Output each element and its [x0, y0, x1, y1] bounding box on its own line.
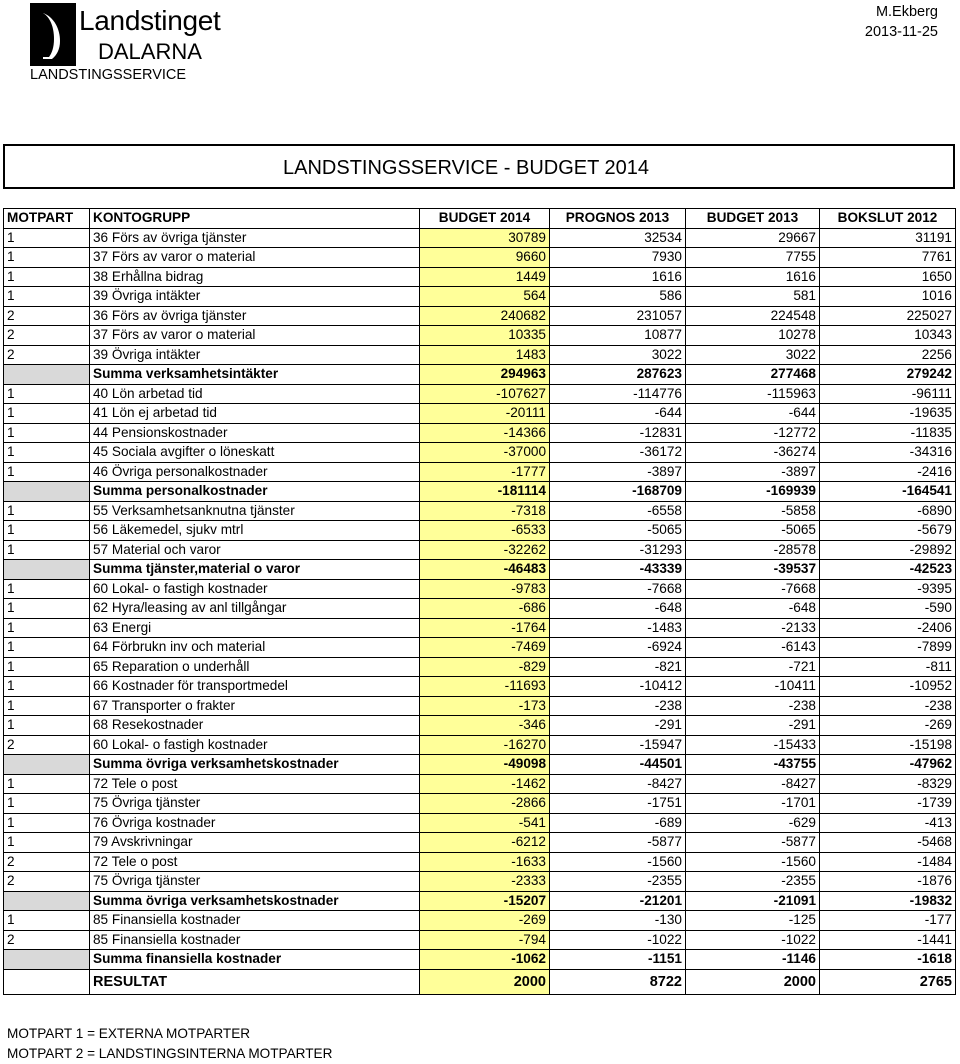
budget-2013-cell: -15433 — [686, 735, 820, 755]
prognos-2013-cell: -7668 — [550, 579, 686, 599]
prognos-2013-cell: -648 — [550, 599, 686, 619]
bokslut-2012-cell: 7761 — [820, 248, 956, 268]
budget-2013-cell: -1146 — [686, 950, 820, 970]
prognos-2013-cell: -44501 — [550, 755, 686, 775]
budget-2013-cell: 10278 — [686, 326, 820, 346]
budget-2014-cell: -16270 — [420, 735, 550, 755]
prognos-2013-cell: 32534 — [550, 228, 686, 248]
table-row — [4, 696, 956, 716]
budget-2013-cell: 277468 — [686, 365, 820, 385]
motpart-cell: 2 — [4, 852, 90, 872]
bokslut-2012-cell: 279242 — [820, 365, 956, 385]
budget-2013-cell: 224548 — [686, 306, 820, 326]
subtotal-row — [4, 482, 956, 502]
budget-2013-cell: -6143 — [686, 638, 820, 658]
table-row — [4, 794, 956, 814]
budget-2013-cell: -629 — [686, 813, 820, 833]
column-header: KONTOGRUPP — [90, 209, 420, 229]
subtotal-row — [4, 560, 956, 580]
department-label: LANDSTINGSSERVICE — [30, 67, 187, 83]
logo-name: Landstinget — [79, 5, 221, 36]
bokslut-2012-cell: -1618 — [820, 950, 956, 970]
prognos-2013-cell: -3897 — [550, 462, 686, 482]
budget-2014-cell: -20111 — [420, 404, 550, 424]
motpart-cell: 1 — [4, 404, 90, 424]
budget-2014-cell: -107627 — [420, 384, 550, 404]
kontogrupp-cell: 40 Lön arbetad tid — [90, 384, 420, 404]
budget-2013-cell: -10411 — [686, 677, 820, 697]
kontogrupp-cell: 85 Finansiella kostnader — [90, 930, 420, 950]
prognos-2013-cell: -31293 — [550, 540, 686, 560]
budget-2013-cell: -12772 — [686, 423, 820, 443]
budget-2013-cell: -1022 — [686, 930, 820, 950]
table-row — [4, 267, 956, 287]
table-row — [4, 462, 956, 482]
motpart-cell: 1 — [4, 443, 90, 463]
budget-2014-cell: -6533 — [420, 521, 550, 541]
kontogrupp-cell: 56 Läkemedel, sjukv mtrl — [90, 521, 420, 541]
document-date: 2013-11-25 — [864, 24, 938, 40]
motpart-cell: 1 — [4, 384, 90, 404]
prognos-2013-cell: -36172 — [550, 443, 686, 463]
table-row — [4, 911, 956, 931]
budget-2014-cell: -181114 — [420, 482, 550, 502]
prognos-2013-cell: -1483 — [550, 618, 686, 638]
budget-2013-cell: -5065 — [686, 521, 820, 541]
motpart-cell: 2 — [4, 872, 90, 892]
table-row — [4, 599, 956, 619]
table-row — [4, 813, 956, 833]
budget-2014-cell: -7318 — [420, 501, 550, 521]
bokslut-2012-cell: -10952 — [820, 677, 956, 697]
kontogrupp-cell: 55 Verksamhetsanknutna tjänster — [90, 501, 420, 521]
result-row — [4, 969, 956, 994]
bokslut-2012-cell: -42523 — [820, 560, 956, 580]
bokslut-2012-cell: 1016 — [820, 287, 956, 307]
kontogrupp-cell: 64 Förbrukn inv och material — [90, 638, 420, 658]
table-row — [4, 306, 956, 326]
budget-2013-cell: -36274 — [686, 443, 820, 463]
prognos-2013-cell: 287623 — [550, 365, 686, 385]
bokslut-2012-cell: 2256 — [820, 345, 956, 365]
budget-table-body — [4, 228, 956, 994]
budget-2013-cell: -8427 — [686, 774, 820, 794]
footnotes — [7, 1024, 332, 1064]
table-row — [4, 248, 956, 268]
page-title: LANDSTINGSSERVICE - BUDGET 2014 — [283, 157, 650, 179]
bokslut-2012-cell: -238 — [820, 696, 956, 716]
kontogrupp-cell: 75 Övriga tjänster — [90, 794, 420, 814]
budget-2014-cell: -829 — [420, 657, 550, 677]
budget-2013-cell: -21091 — [686, 891, 820, 911]
subtotal-row — [4, 365, 956, 385]
motpart-cell: 1 — [4, 462, 90, 482]
kontogrupp-cell: 44 Pensionskostnader — [90, 423, 420, 443]
motpart-cell: 1 — [4, 911, 90, 931]
table-row — [4, 638, 956, 658]
motpart-cell — [4, 969, 90, 994]
prognos-2013-cell: 7930 — [550, 248, 686, 268]
budget-table — [3, 208, 956, 995]
kontogrupp-cell: 65 Reparation o underhåll — [90, 657, 420, 677]
budget-2013-cell: -2355 — [686, 872, 820, 892]
budget-2014-cell: -686 — [420, 599, 550, 619]
budget-2014-cell: -1633 — [420, 852, 550, 872]
motpart-cell: 1 — [4, 813, 90, 833]
prognos-2013-cell: -1751 — [550, 794, 686, 814]
table-row — [4, 443, 956, 463]
kontogrupp-cell: 41 Lön ej arbetad tid — [90, 404, 420, 424]
motpart-cell: 1 — [4, 618, 90, 638]
prognos-2013-cell: -644 — [550, 404, 686, 424]
bokslut-2012-cell: 31191 — [820, 228, 956, 248]
prognos-2013-cell: 8722 — [550, 969, 686, 994]
bokslut-2012-cell: -1739 — [820, 794, 956, 814]
kontogrupp-cell: 72 Tele o post — [90, 852, 420, 872]
motpart-cell: 2 — [4, 326, 90, 346]
kontogrupp-cell: Summa verksamhetsintäkter — [90, 365, 420, 385]
motpart-cell: 1 — [4, 267, 90, 287]
column-header: MOTPART — [4, 209, 90, 229]
kontogrupp-cell: Summa övriga verksamhetskostnader — [90, 755, 420, 775]
prognos-2013-cell: -5877 — [550, 833, 686, 853]
prognos-2013-cell: -114776 — [550, 384, 686, 404]
motpart-cell: 1 — [4, 423, 90, 443]
budget-2014-cell: -7469 — [420, 638, 550, 658]
motpart-cell: 1 — [4, 599, 90, 619]
bokslut-2012-cell: 1650 — [820, 267, 956, 287]
budget-2013-cell: -43755 — [686, 755, 820, 775]
budget-2013-cell: 581 — [686, 287, 820, 307]
budget-2014-cell: -2333 — [420, 872, 550, 892]
table-row — [4, 345, 956, 365]
prognos-2013-cell: 586 — [550, 287, 686, 307]
budget-2014-cell: -14366 — [420, 423, 550, 443]
prognos-2013-cell: -21201 — [550, 891, 686, 911]
prognos-2013-cell: -168709 — [550, 482, 686, 502]
bokslut-2012-cell: -2416 — [820, 462, 956, 482]
prognos-2013-cell: -1151 — [550, 950, 686, 970]
prognos-2013-cell: -821 — [550, 657, 686, 677]
prognos-2013-cell: 1616 — [550, 267, 686, 287]
table-row — [4, 423, 956, 443]
kontogrupp-cell: Summa tjänster,material o varor — [90, 560, 420, 580]
logo-region: DALARNA — [98, 39, 202, 64]
kontogrupp-cell: 79 Avskrivningar — [90, 833, 420, 853]
table-row — [4, 930, 956, 950]
motpart-cell — [4, 950, 90, 970]
table-row — [4, 833, 956, 853]
budget-2013-cell: -721 — [686, 657, 820, 677]
table-header-row — [4, 209, 956, 229]
kontogrupp-cell: 39 Övriga intäkter — [90, 345, 420, 365]
budget-2013-cell: -5877 — [686, 833, 820, 853]
motpart-cell: 1 — [4, 287, 90, 307]
budget-2014-cell: -11693 — [420, 677, 550, 697]
budget-2013-cell: -39537 — [686, 560, 820, 580]
prognos-2013-cell: -6558 — [550, 501, 686, 521]
kontogrupp-cell: 45 Sociala avgifter o löneskatt — [90, 443, 420, 463]
prognos-2013-cell: -238 — [550, 696, 686, 716]
bokslut-2012-cell: -6890 — [820, 501, 956, 521]
budget-2013-cell: -238 — [686, 696, 820, 716]
budget-2013-cell: -3897 — [686, 462, 820, 482]
budget-2014-cell: -15207 — [420, 891, 550, 911]
table-row — [4, 716, 956, 736]
prognos-2013-cell: -130 — [550, 911, 686, 931]
motpart-cell — [4, 891, 90, 911]
table-row — [4, 384, 956, 404]
kontogrupp-cell: 60 Lokal- o fastigh kostnader — [90, 735, 420, 755]
budget-2014-cell: -1764 — [420, 618, 550, 638]
budget-2014-cell: -173 — [420, 696, 550, 716]
table-row — [4, 404, 956, 424]
budget-2013-cell: 29667 — [686, 228, 820, 248]
kontogrupp-cell: 36 Förs av övriga tjänster — [90, 306, 420, 326]
bokslut-2012-cell: -1876 — [820, 872, 956, 892]
kontogrupp-cell: 57 Material och varor — [90, 540, 420, 560]
table-row — [4, 501, 956, 521]
kontogrupp-cell: 36 Förs av övriga tjänster — [90, 228, 420, 248]
motpart-cell: 2 — [4, 306, 90, 326]
prognos-2013-cell: -6924 — [550, 638, 686, 658]
bokslut-2012-cell: -5679 — [820, 521, 956, 541]
motpart-cell: 1 — [4, 696, 90, 716]
bokslut-2012-cell: 225027 — [820, 306, 956, 326]
budget-2013-cell: -5858 — [686, 501, 820, 521]
kontogrupp-cell: 75 Övriga tjänster — [90, 872, 420, 892]
budget-2014-cell: 1449 — [420, 267, 550, 287]
table-row — [4, 579, 956, 599]
document-meta — [865, 2, 938, 42]
budget-2014-cell: -49098 — [420, 755, 550, 775]
motpart-cell: 2 — [4, 930, 90, 950]
table-row — [4, 774, 956, 794]
table-row — [4, 735, 956, 755]
bokslut-2012-cell: -2406 — [820, 618, 956, 638]
table-row — [4, 852, 956, 872]
bokslut-2012-cell: -15198 — [820, 735, 956, 755]
budget-2014-cell: -2866 — [420, 794, 550, 814]
kontogrupp-cell: 76 Övriga kostnader — [90, 813, 420, 833]
prognos-2013-cell: -8427 — [550, 774, 686, 794]
prognos-2013-cell: -1022 — [550, 930, 686, 950]
bokslut-2012-cell: -19832 — [820, 891, 956, 911]
bokslut-2012-cell: 10343 — [820, 326, 956, 346]
prognos-2013-cell: 3022 — [550, 345, 686, 365]
budget-2014-cell: 10335 — [420, 326, 550, 346]
table-row — [4, 677, 956, 697]
bokslut-2012-cell: -590 — [820, 599, 956, 619]
kontogrupp-cell: 68 Resekostnader — [90, 716, 420, 736]
motpart-cell: 1 — [4, 657, 90, 677]
budget-2014-cell: -32262 — [420, 540, 550, 560]
budget-2013-cell: 2000 — [686, 969, 820, 994]
bokslut-2012-cell: -11835 — [820, 423, 956, 443]
kontogrupp-cell: Summa finansiella kostnader — [90, 950, 420, 970]
prognos-2013-cell: -689 — [550, 813, 686, 833]
subtotal-row — [4, 950, 956, 970]
table-row — [4, 287, 956, 307]
motpart-cell: 1 — [4, 579, 90, 599]
author-name: M.Ekberg — [875, 4, 938, 20]
kontogrupp-cell: 39 Övriga intäkter — [90, 287, 420, 307]
budget-2014-cell: -9783 — [420, 579, 550, 599]
bokslut-2012-cell: 2765 — [820, 969, 956, 994]
table-row — [4, 872, 956, 892]
budget-2014-cell: -346 — [420, 716, 550, 736]
budget-2014-cell: 30789 — [420, 228, 550, 248]
budget-2014-cell: 294963 — [420, 365, 550, 385]
bokslut-2012-cell: -34316 — [820, 443, 956, 463]
footnote: MOTPART 2 = LANDSTINGSINTERNA MOTPARTER — [7, 1046, 333, 1061]
budget-2013-cell: -2133 — [686, 618, 820, 638]
budget-2014-cell: 240682 — [420, 306, 550, 326]
budget-2013-cell: -7668 — [686, 579, 820, 599]
motpart-cell: 1 — [4, 638, 90, 658]
budget-2014-cell: -46483 — [420, 560, 550, 580]
prognos-2013-cell: -2355 — [550, 872, 686, 892]
motpart-cell: 1 — [4, 521, 90, 541]
kontogrupp-cell: 46 Övriga personalkostnader — [90, 462, 420, 482]
title-box — [3, 144, 955, 189]
motpart-cell — [4, 560, 90, 580]
bokslut-2012-cell: -177 — [820, 911, 956, 931]
motpart-cell: 1 — [4, 248, 90, 268]
bokslut-2012-cell: -8329 — [820, 774, 956, 794]
budget-2014-cell: -1462 — [420, 774, 550, 794]
budget-2014-cell: -1062 — [420, 950, 550, 970]
table-row — [4, 228, 956, 248]
kontogrupp-cell: 72 Tele o post — [90, 774, 420, 794]
budget-2013-cell: -644 — [686, 404, 820, 424]
table-row — [4, 326, 956, 346]
motpart-cell: 1 — [4, 540, 90, 560]
bokslut-2012-cell: -1441 — [820, 930, 956, 950]
bokslut-2012-cell: -269 — [820, 716, 956, 736]
bokslut-2012-cell: -9395 — [820, 579, 956, 599]
table-row — [4, 618, 956, 638]
prognos-2013-cell: -12831 — [550, 423, 686, 443]
motpart-cell: 2 — [4, 735, 90, 755]
budget-2014-cell: -1777 — [420, 462, 550, 482]
kontogrupp-cell: 60 Lokal- o fastigh kostnader — [90, 579, 420, 599]
prognos-2013-cell: -15947 — [550, 735, 686, 755]
budget-2013-cell: -115963 — [686, 384, 820, 404]
subtotal-row — [4, 891, 956, 911]
budget-2014-cell: -6212 — [420, 833, 550, 853]
prognos-2013-cell: 231057 — [550, 306, 686, 326]
budget-2014-cell: 2000 — [420, 969, 550, 994]
budget-2013-cell: -169939 — [686, 482, 820, 502]
motpart-cell: 1 — [4, 501, 90, 521]
bokslut-2012-cell: -96111 — [820, 384, 956, 404]
motpart-cell — [4, 482, 90, 502]
table-row — [4, 657, 956, 677]
budget-2014-cell: -541 — [420, 813, 550, 833]
budget-2013-cell: 3022 — [686, 345, 820, 365]
motpart-cell: 1 — [4, 774, 90, 794]
table-row — [4, 521, 956, 541]
kontogrupp-cell: 66 Kostnader för transportmedel — [90, 677, 420, 697]
kontogrupp-cell: 85 Finansiella kostnader — [90, 911, 420, 931]
prognos-2013-cell: 10877 — [550, 326, 686, 346]
bokslut-2012-cell: -47962 — [820, 755, 956, 775]
subtotal-row — [4, 755, 956, 775]
prognos-2013-cell: -1560 — [550, 852, 686, 872]
landstinget-logo-icon — [30, 3, 76, 66]
bokslut-2012-cell: -811 — [820, 657, 956, 677]
budget-2014-cell: -37000 — [420, 443, 550, 463]
budget-2014-cell: -269 — [420, 911, 550, 931]
kontogrupp-cell: 62 Hyra/leasing av anl tillgångar — [90, 599, 420, 619]
bokslut-2012-cell: -1484 — [820, 852, 956, 872]
budget-2013-cell: 7755 — [686, 248, 820, 268]
bokslut-2012-cell: -413 — [820, 813, 956, 833]
motpart-cell — [4, 755, 90, 775]
budget-2014-cell: 1483 — [420, 345, 550, 365]
prognos-2013-cell: -291 — [550, 716, 686, 736]
table-row — [4, 540, 956, 560]
column-header: BUDGET 2013 — [686, 209, 820, 229]
organization-logo — [30, 3, 221, 83]
prognos-2013-cell: -43339 — [550, 560, 686, 580]
column-header: BUDGET 2014 — [420, 209, 550, 229]
budget-2013-cell: 1616 — [686, 267, 820, 287]
budget-2013-cell: -1701 — [686, 794, 820, 814]
budget-2013-cell: -648 — [686, 599, 820, 619]
budget-2014-cell: 564 — [420, 287, 550, 307]
bokslut-2012-cell: -19635 — [820, 404, 956, 424]
bokslut-2012-cell: -29892 — [820, 540, 956, 560]
kontogrupp-cell: 37 Förs av varor o material — [90, 248, 420, 268]
budget-2013-cell: -125 — [686, 911, 820, 931]
column-header: PROGNOS 2013 — [550, 209, 686, 229]
motpart-cell — [4, 365, 90, 385]
footnote: MOTPART 1 = EXTERNA MOTPARTER — [7, 1026, 251, 1041]
column-header: BOKSLUT 2012 — [820, 209, 956, 229]
budget-2013-cell: -291 — [686, 716, 820, 736]
motpart-cell: 2 — [4, 345, 90, 365]
motpart-cell: 1 — [4, 716, 90, 736]
budget-2014-cell: 9660 — [420, 248, 550, 268]
motpart-cell: 1 — [4, 677, 90, 697]
budget-2013-cell: -1560 — [686, 852, 820, 872]
kontogrupp-cell: Summa övriga verksamhetskostnader — [90, 891, 420, 911]
kontogrupp-cell: 67 Transporter o frakter — [90, 696, 420, 716]
bokslut-2012-cell: -5468 — [820, 833, 956, 853]
prognos-2013-cell: -10412 — [550, 677, 686, 697]
kontogrupp-cell: 37 Förs av varor o material — [90, 326, 420, 346]
bokslut-2012-cell: -164541 — [820, 482, 956, 502]
motpart-cell: 1 — [4, 833, 90, 853]
motpart-cell: 1 — [4, 228, 90, 248]
kontogrupp-cell: RESULTAT — [90, 969, 420, 994]
kontogrupp-cell: Summa personalkostnader — [90, 482, 420, 502]
bokslut-2012-cell: -7899 — [820, 638, 956, 658]
prognos-2013-cell: -5065 — [550, 521, 686, 541]
budget-2014-cell: -794 — [420, 930, 550, 950]
kontogrupp-cell: 38 Erhållna bidrag — [90, 267, 420, 287]
motpart-cell: 1 — [4, 794, 90, 814]
budget-2013-cell: -28578 — [686, 540, 820, 560]
kontogrupp-cell: 63 Energi — [90, 618, 420, 638]
